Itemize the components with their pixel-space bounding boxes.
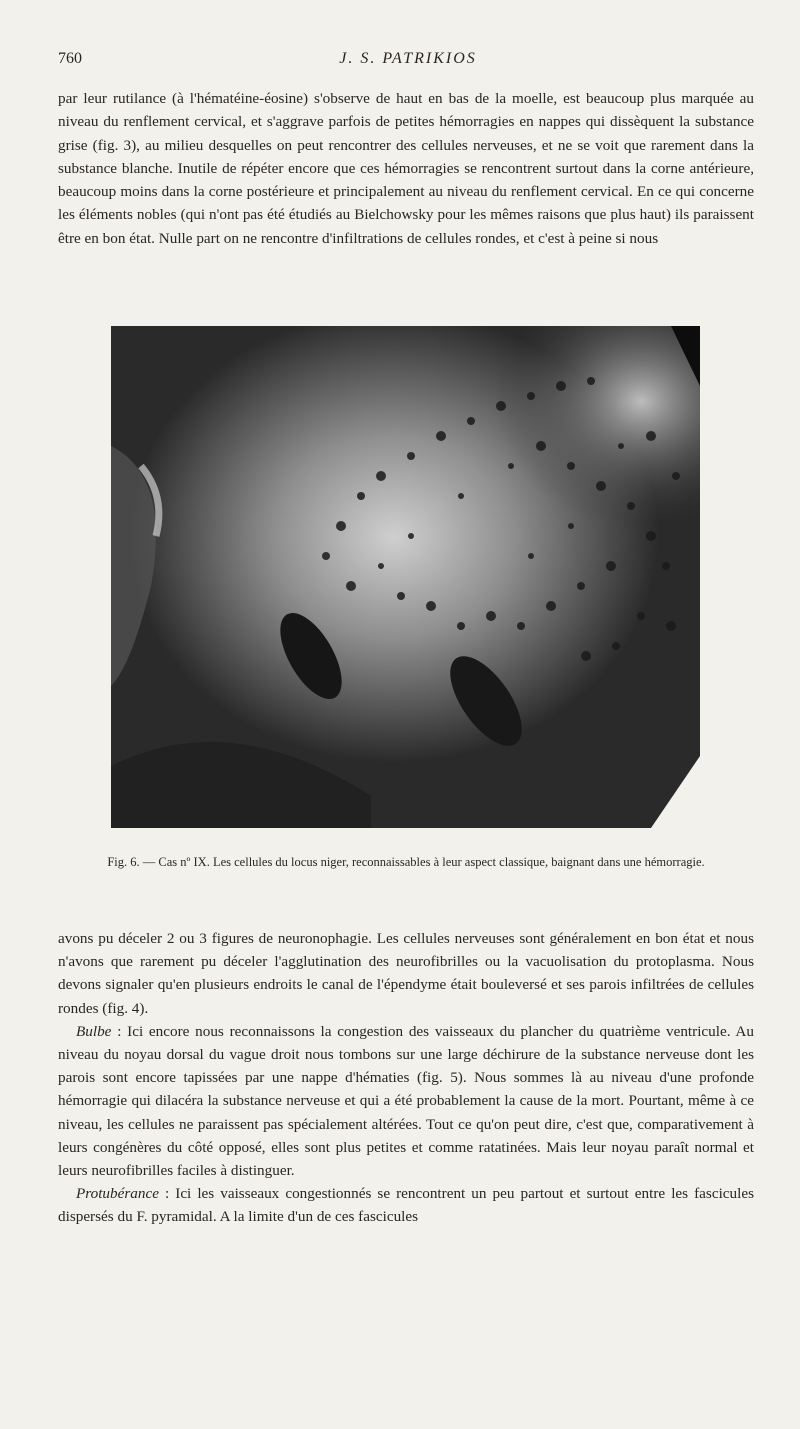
paragraph-bulbe (58, 1020, 754, 1182)
top-paragraph: par leur rutilance (à l'hématéine-éosine) s'observe de haut en bas de la moelle, est beaucoup plus marquée au niveau du renflement cervical, et s'aggrave parfois de petites hémorragies en nappes qui dissèquent la substance grise (fig. 3), au milieu desquelles on peut rencontrer des cellules nerveuses, et ne se voit que rarement dans la substance blanche. Inutile de répéter encore que ces hémorragies se rencontrent surtout dans la corne antérieure, beaucoup moins dans la corne postérieure et principalement au niveau du renflement cervical. En ce qui concerne les éléments nobles (qui n'ont pas été étudiés au Bielchowsky pour les mêmes raisons que plus haut) ils paraissent être en bon état. Nulle part on ne rencontre d'infiltrations de cellules rondes, et c'est à peine si nous (58, 90, 754, 247)
bottom-text-block (58, 927, 754, 1229)
paragraph-text: : Ici encore nous reconnaissons la congestion des vaisseaux du plancher du quatrième ventricule. Au niveau du noyau dorsal du vague droit nous tombons sur une large déchirure de la substance nerveuse dont les parois sont encore tapissées par une nappe d'hématies (fig. 5). Nous sommes là au niveau d'une profonde hémorragie qui dilacéra la substance nerveuse et qui a été probablement la cause de la mort. Pourtant, même à ce niveau, les cellules ne paraissent pas spécialement altérées. Tout ce qu'on peut dire, c'est que, comparativement à leurs congénères du côté opposé, elles sont plus petites et comme ratatinées. Mais leur noyau paraît normal et leurs neurofibrilles faciles à distinguer. (58, 1022, 754, 1180)
paragraph-neuronophagie (58, 927, 754, 1020)
paragraph-text: : Ici les vaisseaux congestionnés se rencontrent un peu partout et surtout entre les fascicules dispersés du F. pyramidal. A la limite d'un de ces fascicules (58, 1185, 754, 1226)
running-title: J. S. PATRIKIOS (339, 50, 477, 67)
micrograph-figure (111, 326, 700, 828)
page-number: 760 (58, 50, 82, 67)
top-paragraph-block (58, 87, 754, 250)
section-lead-protuberance: Protubérance (76, 1185, 159, 1203)
page-header (58, 50, 758, 74)
paragraph-protuberance (58, 1182, 754, 1228)
micrograph-image (111, 326, 700, 828)
paragraph-text: avons pu déceler 2 ou 3 figures de neuronophagie. Les cellules nerveuses sont généralement en bon état et nous n'avons que rarement pu déceler l'agglutination des neurofibrilles ou la vacuolisation du protoplasma. Nous devons signaler qu'en plusieurs endroits le canal de l'épendyme était bouleversé et ses parois infiltrées de cellules rondes (fig. 4). (58, 930, 754, 1017)
figure-caption: Fig. 6. — Cas nº IX. Les cellules du locus niger, reconnaissables à leur aspect classique, baignant dans une hémorragie. (107, 855, 705, 869)
section-lead-bulbe: Bulbe (76, 1022, 112, 1040)
